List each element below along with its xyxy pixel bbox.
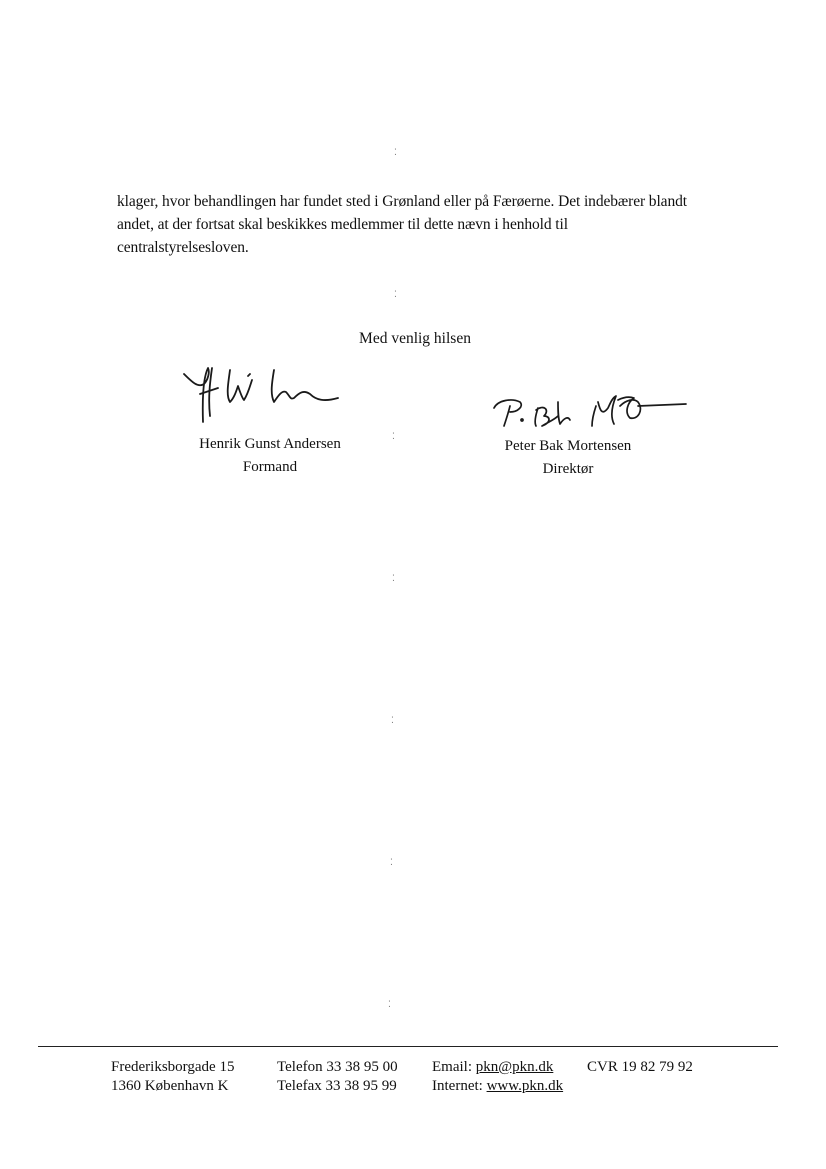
scan-speck: ⁚ — [394, 290, 397, 300]
internet-row — [432, 1077, 563, 1096]
closing-salutation — [0, 330, 826, 348]
signatory-name: Peter Bak Mortensen — [504, 438, 632, 454]
cvr-number: CVR 19 82 79 92 — [587, 1059, 693, 1075]
body-line: centralstyrelsesloven. — [117, 239, 249, 256]
scan-speck: ⁚ — [394, 148, 397, 158]
scan-speck: ⁚ — [392, 574, 395, 584]
footer-cvr — [587, 1058, 693, 1077]
scan-speck: ⁚ — [388, 1000, 391, 1010]
letter-body — [117, 190, 717, 259]
website-link[interactable]: www.pkn.dk — [486, 1078, 564, 1094]
closing-text: Med venlig hilsen — [359, 330, 471, 347]
fax-number: Telefax 33 38 95 99 — [277, 1078, 397, 1094]
email-label: Email: — [432, 1059, 476, 1075]
address-city: 1360 København K — [111, 1078, 229, 1094]
body-line: andet, at der fortsat skal beskikkes medlemmer til dette nævn i henhold til — [117, 216, 568, 233]
scan-speck: ⁚ — [391, 716, 394, 726]
internet-label: Internet: — [432, 1078, 487, 1094]
footer-contact — [432, 1058, 563, 1096]
body-line: klager, hvor behandlingen har fundet sted i Grønland eller på Færøerne. Det indebærer blandt — [117, 193, 687, 210]
email-link[interactable]: pkn@pkn.dk — [475, 1059, 554, 1075]
footer-phone — [277, 1058, 398, 1096]
footer-divider — [38, 1046, 778, 1047]
signatory-title: Formand — [242, 459, 298, 475]
signatory-right — [468, 435, 668, 481]
scan-speck: ⁚ — [392, 432, 395, 442]
scan-speck: ⁚ — [390, 858, 393, 868]
email-row — [432, 1058, 563, 1077]
footer-address — [111, 1058, 234, 1096]
signatory-left — [170, 433, 370, 479]
signature-left — [178, 362, 346, 428]
address-street: Frederiksborgade 15 — [111, 1059, 235, 1075]
signatory-name: Henrik Gunst Andersen — [199, 436, 341, 452]
signatory-title: Direktør — [542, 461, 594, 477]
phone-number: Telefon 33 38 95 00 — [277, 1059, 398, 1075]
signature-right — [488, 382, 688, 432]
